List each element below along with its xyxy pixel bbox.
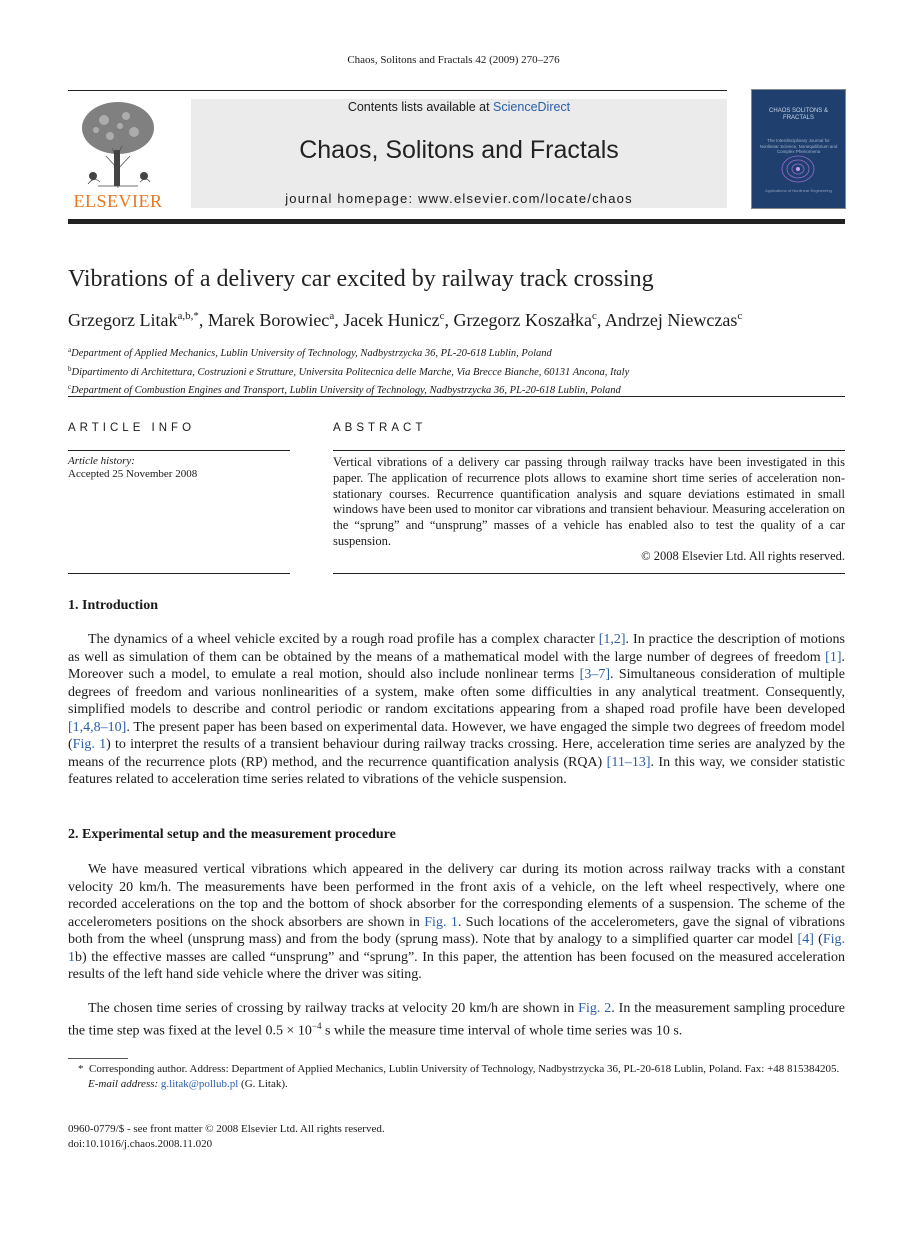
cover-subtitle: The Interdisciplinary Journal for Nonlinear Science, Nonequilibrium and Complex Phenomena: [759, 138, 838, 154]
elsevier-logo[interactable]: [68, 98, 168, 210]
citation-link[interactable]: [3–7]: [579, 667, 610, 682]
author-affil-mark: c: [439, 310, 445, 322]
article-history-label: Article history:: [68, 455, 135, 467]
author-affil-mark: c: [591, 310, 597, 322]
citation-link[interactable]: [1,2]: [598, 632, 626, 647]
contents-line: [191, 100, 727, 114]
article-title: Vibrations of a delivery car excited by railway track crossing: [68, 266, 654, 292]
divider-top: [68, 396, 845, 397]
abstract-rule-top: [333, 450, 845, 451]
abstract-copyright: © 2008 Elsevier Ltd. All rights reserved.: [641, 549, 845, 563]
affiliation: [68, 343, 629, 362]
experimental-paragraph-1: [68, 861, 845, 984]
text-run: . In the measurement sampling procedure the time step was fixed at the level 0.5 × 10: [68, 1001, 845, 1039]
elsevier-wordmark: ELSEVIER: [73, 191, 163, 211]
intro-paragraph: [68, 631, 845, 789]
text-run: s while the measure time interval of whole time series was 10 s.: [321, 1023, 683, 1039]
author-name[interactable]: Grzegorz Litak: [68, 310, 178, 330]
text-run: . In this way, we consider statistic features related to acceleration time series related to vibrations of the vehicle suspension.: [68, 754, 845, 787]
abstract-rule-bottom: [333, 573, 845, 574]
text-run: . Moreover such a model, to emulate a real motion, should also include nonlinear terms: [68, 649, 845, 682]
issn-line: 0960-0779/$ - see front matter © 2008 Elsevier Ltd. All rights reserved.: [68, 1123, 385, 1135]
journal-homepage[interactable]: journal homepage: www.elsevier.com/locate/chaos: [285, 191, 633, 206]
affiliation: [68, 362, 629, 381]
affiliation-mark: a: [68, 346, 72, 354]
affiliations: [68, 343, 629, 399]
contents-prefix: Contents lists available at: [347, 100, 494, 114]
fractal-image-icon: [778, 152, 818, 186]
abstract-text: Vertical vibrations of a delivery car passing through railway tracks have been investigated in this paper. The application of recurrence plots allows to examine short time series of acceleration non-stationary courses. Recurrence quantification analysis and square deviations estimated in small windows have been used to monitor car vibrations and transient behaviour. Measuring acceleration on the “sprung” and “unsprung” masses of a vehicle has enabled also to test the quality of a car suspension.: [333, 455, 845, 548]
figure-link[interactable]: Fig. 2: [578, 1001, 612, 1016]
journal-citation: Chaos, Solitons and Fractals 42 (2009) 270–276: [347, 54, 560, 66]
author-affil-mark: c: [737, 310, 743, 322]
abstract-heading: ABSTRACT: [333, 422, 427, 434]
footnote-mark: *: [78, 1063, 84, 1075]
citation-link[interactable]: [1]: [825, 649, 842, 665]
citation-link[interactable]: [1,4,8–10]: [68, 719, 127, 735]
journal-cover[interactable]: [751, 89, 846, 209]
text-run: ) to interpret the results of a transient behaviour during railway tracks crossing. Here, acceleration time series are analyzed by the means of the recurrence plots (RP) method, and the recurrence quantification analysis (RQA): [68, 737, 845, 770]
exponent: −4: [311, 1020, 322, 1031]
text-run: (: [813, 932, 823, 947]
footnote-corresponding: [68, 1062, 845, 1077]
sciencedirect-link[interactable]: ScienceDirect: [493, 100, 571, 114]
affiliation-text: Department of Applied Mechanics, Lublin University of Technology, Nadbystrzycka 36, PL-20-618 Lublin, Poland: [71, 348, 552, 359]
cover-title: CHAOS SOLITONS & FRACTALS: [769, 108, 828, 121]
text-run: We have measured vertical vibrations which appeared in the delivery car during its motion across railway tracks with a constant velocity 20 km/h. The measurements have been performed in the front axis of a vehicle, on the left wheel respectively, where one recorded accelerations on the top and the bottom of shock absorber for the corresponding elements of a suspension. The scheme of the accelerometers positions on the shock absorbers are shown in: [68, 862, 845, 930]
author-name[interactable]: Jacek Hunicz: [343, 310, 440, 330]
affiliation-text: Department of Combustion Engines and Transport, Lublin University of Technology, Nadbystrzycka 36, PL-20-618 Lublin, Poland: [71, 385, 621, 396]
affiliation-mark: b: [68, 364, 72, 373]
email-link[interactable]: g.litak@pollub.pl: [160, 1078, 239, 1090]
text-run: . Simultaneous consideration of multiple degrees of freedom and various nonlinearities of a system, make often some difficulties in any analytical treatment. Consequently, simplified models to describe and control periodic or random excitations appearing from a shaped road profile have been developed: [68, 667, 846, 717]
journal-banner: [191, 99, 727, 208]
section-heading-introduction: 1. Introduction: [68, 598, 158, 613]
text-run: . The present paper has been based on experimental data. However, we have engaged the simple two degrees of freedom model (: [68, 719, 845, 752]
footnote-text: Corresponding author. Address: Department of Applied Mechanics, Lublin University of Technology, Nadbystrzycka 36, PL-20-618 Lublin, Poland. Fax: +48 815384205.: [89, 1063, 840, 1075]
footnote-rule: [68, 1058, 128, 1059]
text-run: . In practice the description of motions as well as simulation of them can be obtained by the means of a mathematical model with the large number of degrees of freedom: [68, 632, 845, 665]
affiliation-text: Dipartimento di Architettura, Costruzioni e Strutture, Universita Politecnica delle Marche, Via Brecce Bianche, 60131 Ancona, Italy: [71, 366, 630, 378]
author-name[interactable]: Andrzej Niewczas: [604, 310, 738, 330]
email-label: E-mail address:: [88, 1078, 161, 1090]
text-run: The chosen time series of crossing by railway tracks at velocity 20 km/h are shown in: [88, 1001, 579, 1016]
figure-link[interactable]: Fig. 1: [72, 737, 107, 752]
front-matter: [68, 1122, 385, 1152]
cover-bottom-text: Applications of Nonlinear Engineering: [765, 188, 832, 193]
citation-link[interactable]: [4]: [797, 932, 814, 947]
affiliation-mark: c: [68, 383, 72, 391]
footnote: [68, 1062, 845, 1092]
citation-link[interactable]: [11–13]: [606, 754, 651, 770]
figure-link[interactable]: Fig. 1: [68, 932, 845, 965]
info-rule-bottom: [68, 573, 290, 574]
doi-line[interactable]: doi:10.1016/j.chaos.2008.11.020: [68, 1138, 213, 1150]
section-heading-experimental: 2. Experimental setup and the measurement procedure: [68, 827, 396, 842]
figure-link[interactable]: Fig. 1: [424, 914, 458, 930]
elsevier-tree-icon: [68, 98, 168, 190]
header-rule-thick: [68, 219, 845, 224]
footnote-email-line: [68, 1077, 845, 1092]
text-run: . Such locations of the accelerometers, gave the signal of vibrations both from the wheel (unsprung mass) and from the body (sprung mass). Note that by analogy to a simplified quarter car model: [68, 914, 845, 947]
text-run: b) the effective masses are called “unsprung” and “sprung”. In this paper, the attention has been focused on the measured acceleration results of the left hand side vehicle where the driver was siting.: [68, 949, 845, 982]
author-affil-mark: a,b,*: [177, 310, 199, 322]
header-rule-top: [68, 90, 727, 91]
author-name[interactable]: Grzegorz Koszałka: [453, 310, 592, 330]
accepted-date: Accepted 25 November 2008: [68, 468, 198, 480]
author-affil-mark: a: [329, 310, 335, 322]
experimental-paragraph-2: [68, 1000, 845, 1040]
email-suffix: (G. Litak).: [238, 1078, 288, 1090]
text-run: The dynamics of a wheel vehicle excited by a rough road profile has a complex character: [88, 632, 599, 647]
author-name[interactable]: Marek Borowiec: [207, 310, 330, 330]
journal-title: Chaos, Solitons and Fractals: [299, 136, 619, 164]
author-list: Grzegorz Litak$^{a,b,*}$, Marek Borowiec$^a$, Jacek Hunicz$^c$, Grzegorz Koszałka$^c$, Andrzej Niewczas$^c$: [68, 310, 743, 330]
info-rule-top: [68, 450, 290, 451]
article-info-heading: ARTICLE INFO: [68, 422, 196, 434]
